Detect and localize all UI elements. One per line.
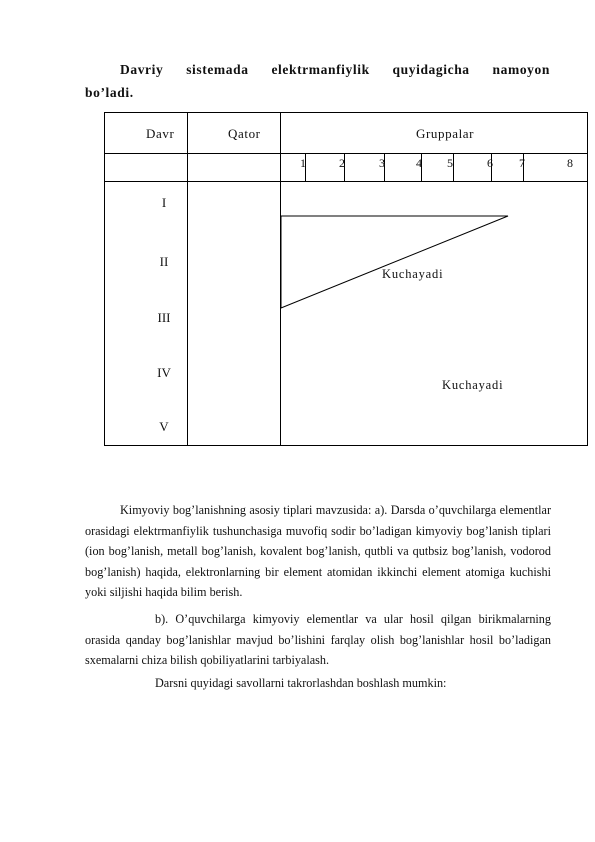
heading-word: elektrmanfiylik [271,62,370,77]
header-gruppalar: Gruppalar [416,126,475,141]
group-divider [453,153,454,181]
group-number: 3 [379,156,385,170]
period-label: III [157,310,171,325]
period-label: V [159,419,169,434]
heading-line-2: bo’ladi. [85,85,134,100]
heading-line-1 [85,58,550,81]
table-border-left [104,112,105,446]
period-label: I [161,195,167,210]
paragraph-a: Kimyoviy bog’lanishning asosiy tiplari mavzusida: a). Darsda o’quvchilarga elementlar orasidagi elektrmanfiylik tushunchasiga muvofiq sodir bo’ladigan kimyoviy bog’lanish tiplari (ion bog’lanish, metall bog’lanish, kovalent bog’lanish, qutbli va qutbsiz bog’lanish, vodorod bog’lanish) haqida, elektronlarning bir element atomidan ikkinchi element atomiga kuchishi yoki siljishi haqida bilim berish. [85,503,551,600]
paragraph-b: b). O’quvchilarga kimyoviy elementlar va ular hosil qilgan birikmalarning orasida qanday bog’lanishlar mavjud bo’lishini farqlay olish bog’lanishlar hosil bo’ladigan sxemalarni chiza bilish qobiliyatlarini tarbiyalash. [85,611,551,668]
section-heading [85,58,550,104]
heading-word: namoyon [492,62,550,77]
table-border-right [587,112,588,446]
heading-word: Davriy [120,62,164,77]
header-qator: Qator [228,126,261,141]
header-davr: Davr [146,126,175,141]
heading-word: quyidagicha [392,62,470,77]
group-number: 2 [339,156,345,170]
table-col-divider-1 [187,112,188,446]
period-label: IV [157,365,171,380]
group-number: 7 [519,156,525,170]
label-kuchayadi-top: Kuchayadi [382,267,444,281]
group-number: 5 [447,156,453,170]
table-rule-header [104,153,588,154]
heading-word: sistemada [186,62,249,77]
group-number: 8 [567,156,573,170]
group-number: 6 [487,156,493,170]
increase-triangle [279,214,511,312]
body-text [85,500,551,693]
table-border-top [104,112,588,113]
group-number: 4 [416,156,422,170]
table-rule-numbers [104,181,588,182]
group-number: 1 [300,156,306,170]
period-label: II [159,254,169,269]
paragraph-c: Darsni quyidagi savollarni takrorlashdan boshlash mumkin: [155,675,447,690]
table-border-bottom [104,445,588,446]
label-kuchayadi-bottom: Kuchayadi [442,378,504,392]
